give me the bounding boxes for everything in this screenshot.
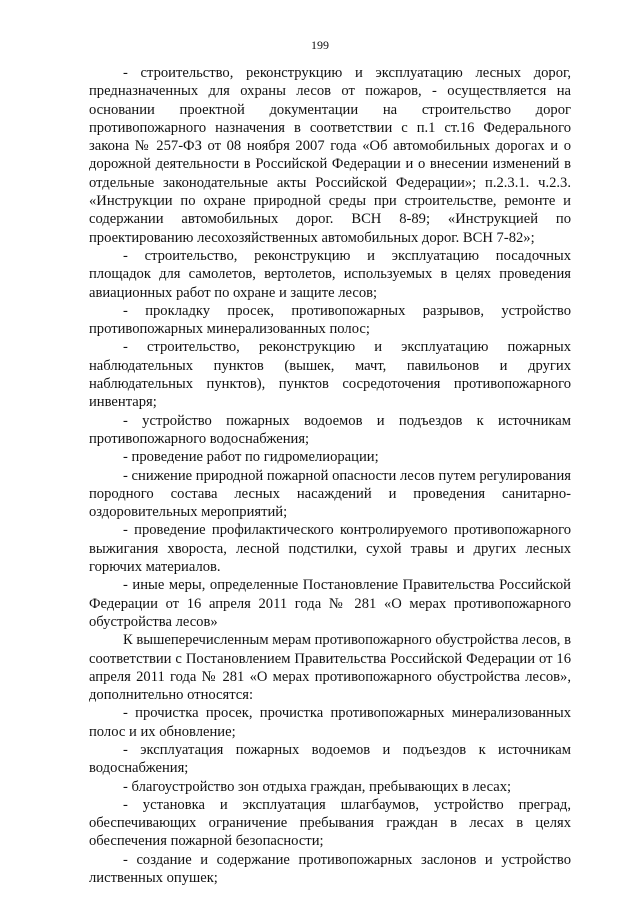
page-number: 199 (311, 38, 329, 52)
paragraph: - благоустройство зон отдыха граждан, пребывающих в лесах; (123, 778, 512, 795)
paragraph: - прокладку просек, противопожарных разрывов, устройство противопожарных минерализованных полос; (89, 302, 571, 338)
paragraph: - проведение работ по гидромелиорации; (123, 449, 379, 466)
paragraph: - устройство пожарных водоемов и подъездов к источникам противопожарного водоснабжения; (89, 412, 571, 447)
paragraph: - строительство, реконструкцию и эксплуатацию пожарных наблюдательных пунктов (вышек, мачт, павильонов и других наблюдательных пунктов), пунктов сосредоточения противопожарного инвентаря; (89, 339, 571, 411)
paragraph: - снижение природной пожарной опасности лесов путем регулирования породного состава лесных насаждений и проведения санитарно-оздоровительных мероприятий; (89, 467, 571, 521)
paragraph: - строительство, реконструкцию и эксплуатацию лесных дорог, предназначенных для охраны лесов от пожаров, - осуществляется на основании проектной документации на строительство дорог противопожарного назначения в соответствии с п.1 ст.16 Федерального закона № 257-ФЗ от 08 ноября 2007 года «Об автомобильных дорогах и о дорожной деятельности в Российской Федерации и о внесении изменений в отдельные законодательные акты Российской Федерации»; п.2.3.1. ч.2.3. «Инструкции по охране природной среды при строительстве, ремонте и содержании автомобильных дорог. ВСН 8-89; «Инструкцией по проектированию лесохозяйственных автомобильных дорог. ВСН 7-82»; (89, 65, 571, 246)
page-body (89, 64, 571, 887)
paragraph: К вышеперечисленным мерам противопожарного обустройства лесов, в соответствии с Постановлением Правительства Российской Федерации от 16 апреля 2011 года № 281 «О мерах противопожарного обустройства лесов», дополнительно относятся: (89, 632, 571, 704)
paragraph: - создание и содержание противопожарных заслонов и устройство лиственных опушек; (89, 851, 571, 887)
paragraph: - иные меры, определенные Постановление Правительства Российской Федерации от 16 апреля 2011 года № 281 «О мерах противопожарного обустройства лесов» (89, 577, 571, 630)
paragraph: - прочистка просек, прочистка противопожарных минерализованных полос и их обновление; (89, 705, 571, 740)
paragraph: - установка и эксплуатация шлагбаумов, устройство преград, обеспечивающих ограничение пребывания граждан в лесах в целях обеспечения пожарной безопасности; (89, 796, 571, 850)
paragraph: - строительство, реконструкцию и эксплуатацию посадочных площадок для самолетов, вертолетов, используемых в целях проведения авиационных работ по охране и защите лесов; (89, 247, 571, 301)
paragraph: - проведение профилактического контролируемого противопожарного выжигания хвороста, лесной подстилки, сухой травы и других лесных горючих материалов. (89, 522, 571, 576)
paragraph: - эксплуатация пожарных водоемов и подъездов к источникам водоснабжения; (89, 741, 571, 777)
